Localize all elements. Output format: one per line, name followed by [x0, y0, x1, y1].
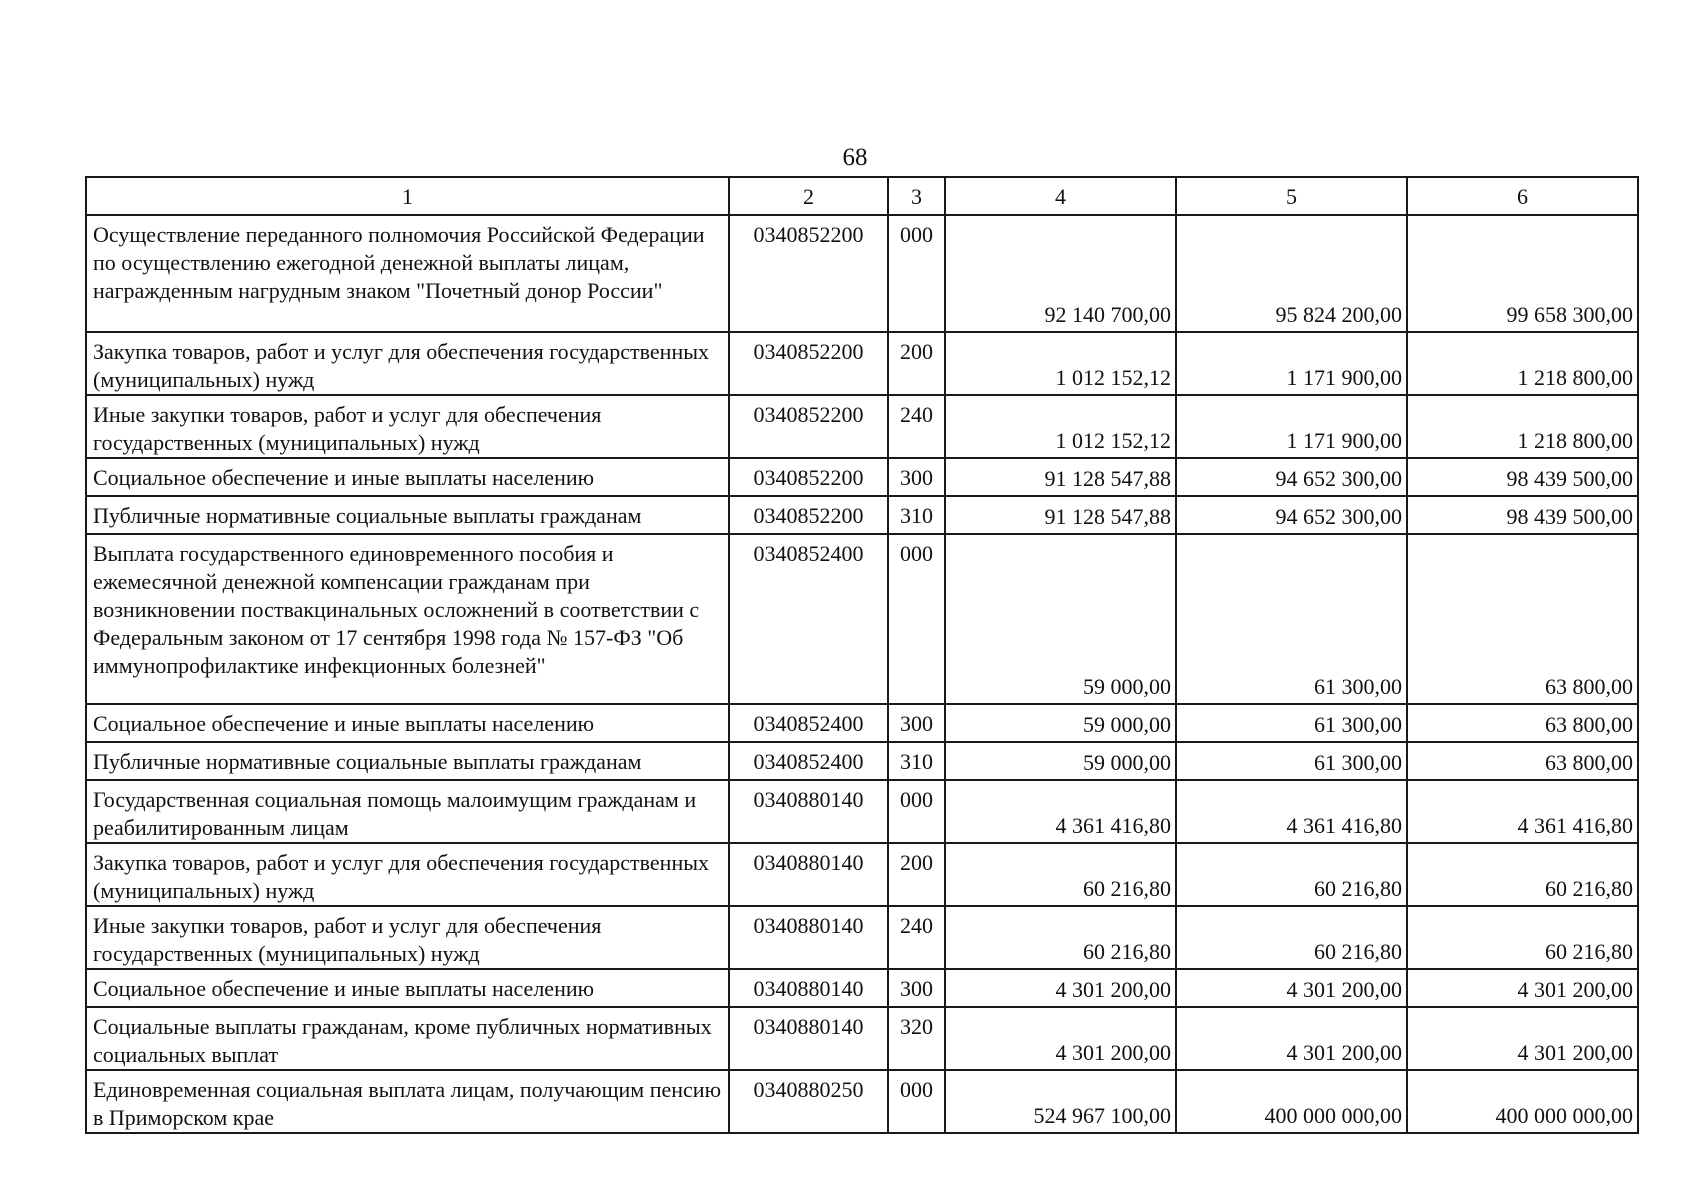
- row-sum-cell: 1 218 800,00: [1407, 395, 1638, 458]
- row-kind-cell: 240: [888, 395, 945, 458]
- row-sum-cell: 1 012 152,12: [945, 332, 1176, 395]
- row-sum-cell: 4 301 200,00: [945, 1007, 1176, 1070]
- row-code-cell: 0340852200: [729, 215, 888, 332]
- row-sum-cell: 91 128 547,88: [945, 496, 1176, 534]
- row-code-cell: 0340852400: [729, 534, 888, 704]
- table-row: [86, 1007, 1638, 1070]
- column-header: 2: [729, 177, 888, 215]
- row-sum-cell: 1 171 900,00: [1176, 332, 1407, 395]
- table-row: [86, 395, 1638, 458]
- row-name-cell: Государственная социальная помощь малоимущим гражданам и реабилитированным лицам: [86, 780, 729, 843]
- row-sum-cell: 1 171 900,00: [1176, 395, 1407, 458]
- row-sum-cell: 1 218 800,00: [1407, 332, 1638, 395]
- table-row: [86, 969, 1638, 1007]
- row-name-cell: Выплата государственного единовременного пособия и ежемесячной денежной компенсации гражданам при возникновении поствакцинальных осложнений в соответствии с Федеральным законом от 17 сентября 1998 года № 157-ФЗ "Об иммунопрофилактике инфекционных болезней": [86, 534, 729, 704]
- row-sum-cell: 61 300,00: [1176, 742, 1407, 780]
- row-sum-cell: 400 000 000,00: [1176, 1070, 1407, 1133]
- row-name-cell: Иные закупки товаров, работ и услуг для обеспечения государственных (муниципальных) нужд: [86, 906, 729, 969]
- row-name-cell: Социальное обеспечение и иные выплаты населению: [86, 704, 729, 742]
- table-row: [86, 780, 1638, 843]
- row-code-cell: 0340880250: [729, 1070, 888, 1133]
- table-row: [86, 458, 1638, 496]
- row-sum-cell: 63 800,00: [1407, 742, 1638, 780]
- row-sum-cell: 4 301 200,00: [1407, 1007, 1638, 1070]
- row-sum-cell: 60 216,80: [1407, 843, 1638, 906]
- row-sum-cell: 524 967 100,00: [945, 1070, 1176, 1133]
- row-code-cell: 0340880140: [729, 969, 888, 1007]
- row-sum-cell: 59 000,00: [945, 704, 1176, 742]
- row-code-cell: 0340852200: [729, 332, 888, 395]
- row-sum-cell: 94 652 300,00: [1176, 458, 1407, 496]
- column-header: 5: [1176, 177, 1407, 215]
- row-code-cell: 0340880140: [729, 843, 888, 906]
- row-sum-cell: 60 216,80: [1176, 906, 1407, 969]
- row-code-cell: 0340852200: [729, 395, 888, 458]
- table-row: [86, 742, 1638, 780]
- row-sum-cell: 1 012 152,12: [945, 395, 1176, 458]
- row-name-cell: Социальное обеспечение и иные выплаты населению: [86, 969, 729, 1007]
- table-row: [86, 332, 1638, 395]
- row-code-cell: 0340852400: [729, 742, 888, 780]
- row-sum-cell: 94 652 300,00: [1176, 496, 1407, 534]
- row-sum-cell: 61 300,00: [1176, 704, 1407, 742]
- row-kind-cell: 240: [888, 906, 945, 969]
- row-kind-cell: 310: [888, 496, 945, 534]
- row-kind-cell: 200: [888, 332, 945, 395]
- row-kind-cell: 320: [888, 1007, 945, 1070]
- row-code-cell: 0340880140: [729, 780, 888, 843]
- row-code-cell: 0340880140: [729, 1007, 888, 1070]
- page-number: 68: [842, 144, 868, 171]
- column-header: 4: [945, 177, 1176, 215]
- row-code-cell: 0340852400: [729, 704, 888, 742]
- row-code-cell: 0340852200: [729, 458, 888, 496]
- row-name-cell: Осуществление переданного полномочия Российской Федерации по осуществлению ежегодной денежной выплаты лицам, награжденным нагрудным знаком "Почетный донор России": [86, 215, 729, 332]
- row-name-cell: Единовременная социальная выплата лицам, получающим пенсию в Приморском крае: [86, 1070, 729, 1133]
- row-sum-cell: 4 301 200,00: [1407, 969, 1638, 1007]
- row-sum-cell: 95 824 200,00: [1176, 215, 1407, 332]
- row-kind-cell: 310: [888, 742, 945, 780]
- table-row: [86, 496, 1638, 534]
- budget-table: [85, 176, 1639, 1134]
- row-kind-cell: 000: [888, 215, 945, 332]
- table-header-row: [86, 177, 1638, 215]
- table-row: [86, 215, 1638, 332]
- row-sum-cell: 59 000,00: [945, 534, 1176, 704]
- row-code-cell: 0340852200: [729, 496, 888, 534]
- row-sum-cell: 400 000 000,00: [1407, 1070, 1638, 1133]
- row-kind-cell: 300: [888, 969, 945, 1007]
- row-kind-cell: 000: [888, 534, 945, 704]
- table-row: [86, 906, 1638, 969]
- row-sum-cell: 61 300,00: [1176, 534, 1407, 704]
- row-name-cell: Иные закупки товаров, работ и услуг для обеспечения государственных (муниципальных) нужд: [86, 395, 729, 458]
- table-row: [86, 1070, 1638, 1133]
- row-sum-cell: 59 000,00: [945, 742, 1176, 780]
- row-kind-cell: 000: [888, 1070, 945, 1133]
- row-sum-cell: 60 216,80: [1407, 906, 1638, 969]
- row-sum-cell: 4 301 200,00: [945, 969, 1176, 1007]
- row-sum-cell: 60 216,80: [945, 843, 1176, 906]
- row-sum-cell: 4 361 416,80: [1407, 780, 1638, 843]
- row-name-cell: Закупка товаров, работ и услуг для обеспечения государственных (муниципальных) нужд: [86, 332, 729, 395]
- row-kind-cell: 200: [888, 843, 945, 906]
- row-sum-cell: 4 301 200,00: [1176, 1007, 1407, 1070]
- row-code-cell: 0340880140: [729, 906, 888, 969]
- row-sum-cell: 63 800,00: [1407, 704, 1638, 742]
- row-sum-cell: 4 361 416,80: [945, 780, 1176, 843]
- row-sum-cell: 92 140 700,00: [945, 215, 1176, 332]
- row-sum-cell: 63 800,00: [1407, 534, 1638, 704]
- row-kind-cell: 300: [888, 704, 945, 742]
- row-name-cell: Социальное обеспечение и иные выплаты населению: [86, 458, 729, 496]
- table-row: [86, 704, 1638, 742]
- row-name-cell: Закупка товаров, работ и услуг для обеспечения государственных (муниципальных) нужд: [86, 843, 729, 906]
- column-header: 3: [888, 177, 945, 215]
- row-sum-cell: 98 439 500,00: [1407, 496, 1638, 534]
- row-sum-cell: 4 301 200,00: [1176, 969, 1407, 1007]
- row-name-cell: Социальные выплаты гражданам, кроме публичных нормативных социальных выплат: [86, 1007, 729, 1070]
- column-header: 1: [86, 177, 729, 215]
- row-name-cell: Публичные нормативные социальные выплаты гражданам: [86, 496, 729, 534]
- row-sum-cell: 91 128 547,88: [945, 458, 1176, 496]
- column-header: 6: [1407, 177, 1638, 215]
- row-sum-cell: 4 361 416,80: [1176, 780, 1407, 843]
- table-row: [86, 843, 1638, 906]
- row-sum-cell: 60 216,80: [945, 906, 1176, 969]
- table-row: [86, 534, 1638, 704]
- row-sum-cell: 98 439 500,00: [1407, 458, 1638, 496]
- row-sum-cell: 99 658 300,00: [1407, 215, 1638, 332]
- row-kind-cell: 000: [888, 780, 945, 843]
- row-sum-cell: 60 216,80: [1176, 843, 1407, 906]
- row-name-cell: Публичные нормативные социальные выплаты гражданам: [86, 742, 729, 780]
- row-kind-cell: 300: [888, 458, 945, 496]
